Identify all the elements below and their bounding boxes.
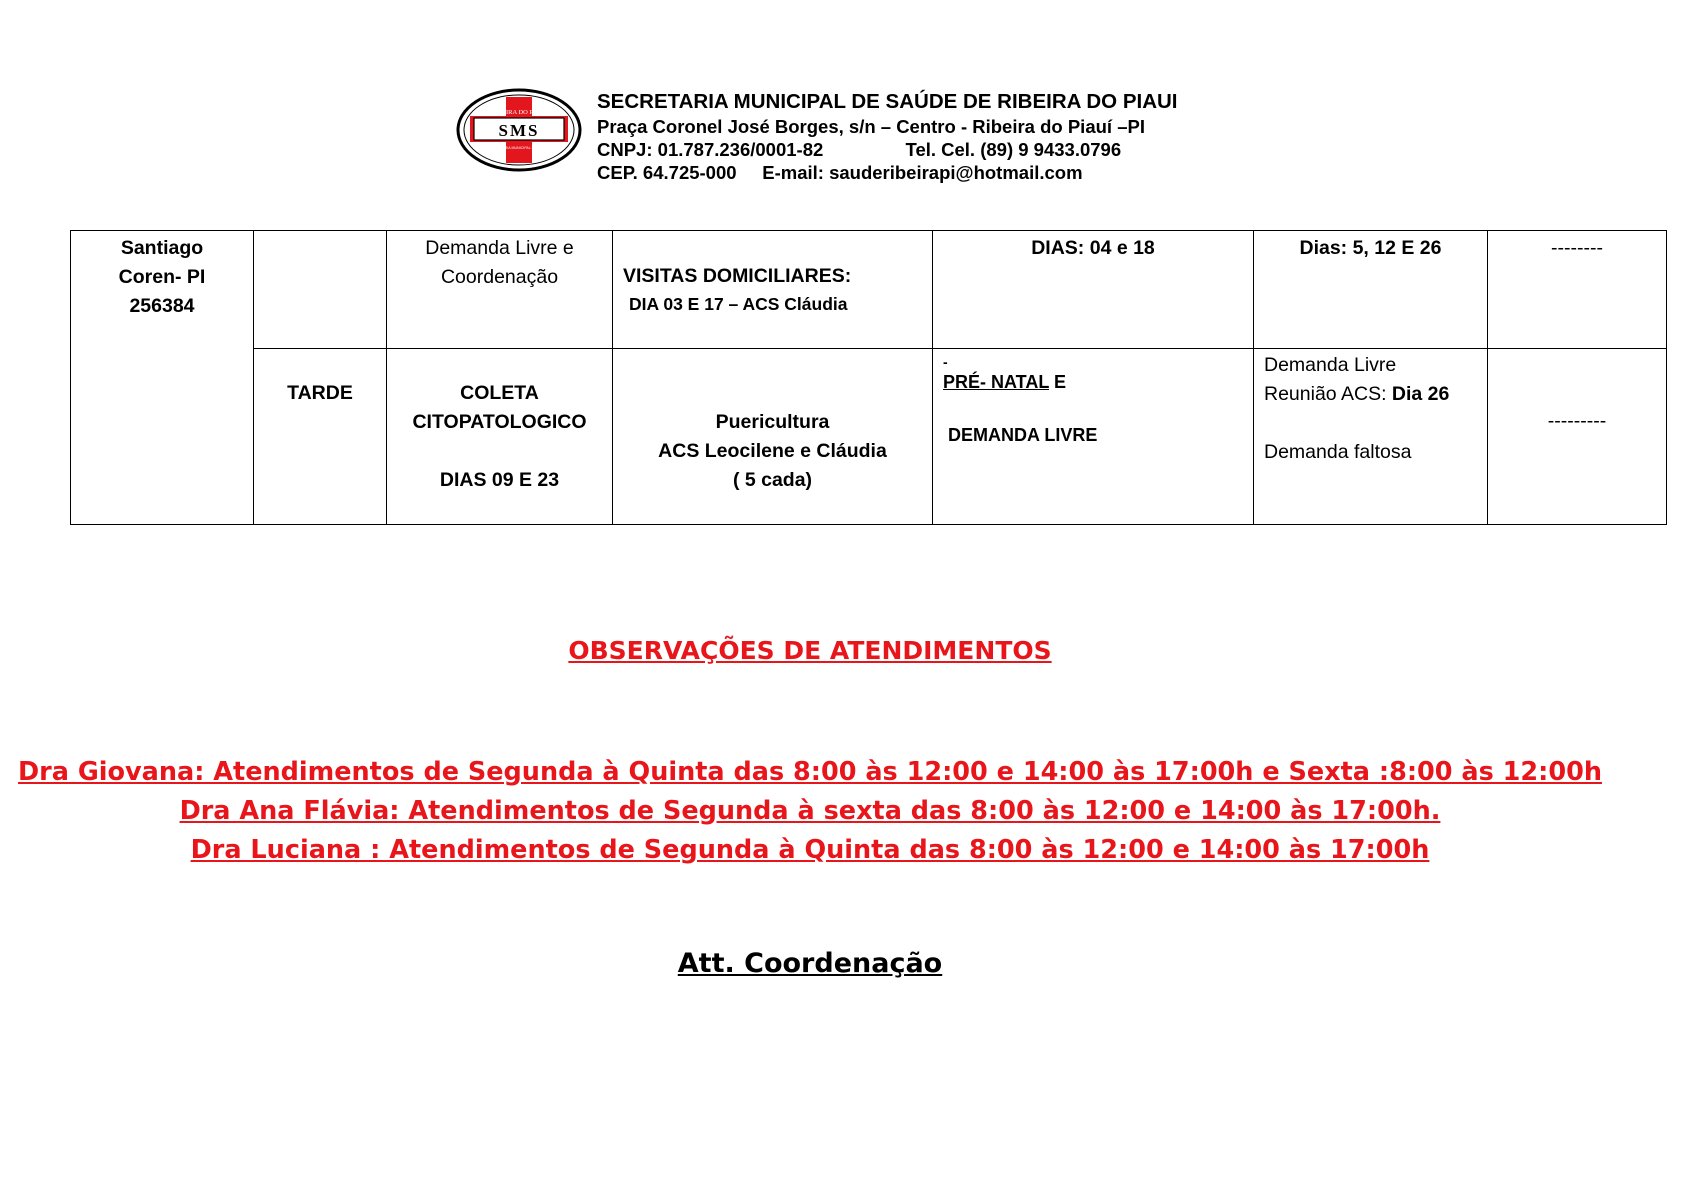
dash-mark: - xyxy=(943,354,948,370)
schedule-cell: -------- xyxy=(1488,231,1667,349)
letterhead-title: SECRETARIA MUNICIPAL DE SAÚDE DE RIBEIRA DO PIAUI xyxy=(597,90,1178,113)
table-row xyxy=(71,231,1667,349)
table-row xyxy=(71,349,1667,525)
schedule-cell: Dias: 5, 12 E 26 xyxy=(1254,231,1488,349)
letterhead-address: Praça Coronel José Borges, s/n – Centro - Ribeira do Piauí –PI xyxy=(597,116,1145,137)
signoff: Att. Coordenação xyxy=(677,948,943,979)
cell-line: Puericultura xyxy=(715,411,830,433)
schedule-table xyxy=(70,230,1667,525)
sms-logo xyxy=(456,88,582,172)
prenatal-line xyxy=(943,371,1253,393)
professional-name: Santiago xyxy=(120,237,204,259)
observation-line: Dra Luciana : Atendimentos de Segunda à Quinta das 8:00 às 12:00 e 14:00 às 17:00h xyxy=(190,835,1430,865)
schedule-cell: --------- xyxy=(1488,349,1667,525)
schedule-cell xyxy=(933,349,1254,525)
letterhead-cnpj-phone: CNPJ: 01.787.236/0001-82 Tel. Cel. (89) 9 9433.0796 xyxy=(597,139,1122,160)
professional-coren: Coren- PI xyxy=(118,266,206,288)
professional-number: 256384 xyxy=(129,295,195,317)
observation-line: Dra Ana Flávia: Atendimentos de Segunda à sexta das 8:00 às 12:00 e 14:00 às 17:00h. xyxy=(179,796,1441,826)
schedule-cell xyxy=(613,349,933,525)
cell-line xyxy=(1264,380,1487,409)
observation-line: Dra Giovana: Atendimentos de Segunda à Quinta das 8:00 às 12:00 e 14:00 às 17:00h e Sexta :8:00 às 12:00h xyxy=(18,757,1602,787)
cell-line: Demanda faltosa xyxy=(1264,441,1412,463)
cell-line: ( 5 cada) xyxy=(732,469,813,491)
cell-line: COLETA xyxy=(460,382,539,404)
cell-line: CITOPATOLOGICO xyxy=(412,411,587,433)
cell-line: Demanda Livre xyxy=(1264,354,1397,376)
meeting-day: Dia 26 xyxy=(1391,383,1450,405)
prenatal-label: PRÉ- NATAL xyxy=(943,372,1049,392)
logo-sms-text: SMS xyxy=(498,121,540,140)
schedule-cell: DIAS: 04 e 18 xyxy=(933,231,1254,349)
schedule-cell xyxy=(387,349,613,525)
free-demand-label: DEMANDA LIVRE xyxy=(948,425,1098,445)
period-cell: TARDE xyxy=(254,349,387,525)
cell-line: Coordenação xyxy=(440,266,559,288)
cell-line: DIAS 09 E 23 xyxy=(439,469,560,491)
cell-line: Demanda Livre e xyxy=(425,237,574,259)
schedule-cell xyxy=(387,231,613,349)
professional-cell xyxy=(71,231,254,525)
observations-title: OBSERVAÇÕES DE ATENDIMENTOS xyxy=(568,636,1052,665)
cell-line: ACS Leocilene e Cláudia xyxy=(658,440,887,462)
home-visits-title: VISITAS DOMICILIARES: xyxy=(623,265,852,287)
period-cell xyxy=(254,231,387,349)
letterhead-cep-email: CEP. 64.725-000 E-mail: sauderibeirapi@hotmail.com xyxy=(597,162,1083,183)
schedule-cell xyxy=(1254,349,1488,525)
home-visits-detail: DIA 03 E 17 – ACS Cláudia xyxy=(629,294,848,314)
logo-top-text: RIBEIRA DO PIAUÍ xyxy=(491,109,547,116)
schedule-cell xyxy=(613,231,933,349)
prenatal-e: E xyxy=(1049,372,1067,392)
observations-list xyxy=(0,753,1620,870)
meeting-label: Reunião ACS: xyxy=(1264,383,1392,405)
logo-bottom-text: SECRETARIA MUNICIPAL DE SAÚDE xyxy=(487,146,551,150)
